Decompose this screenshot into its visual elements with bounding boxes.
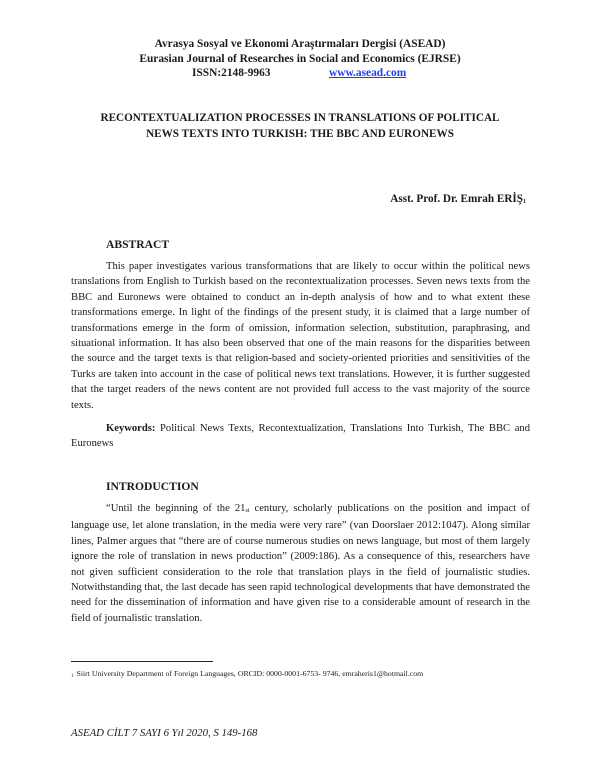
ordinal-superscript: st	[245, 508, 250, 514]
introduction-heading: INTRODUCTION	[106, 480, 199, 493]
introduction-text-part-2: century, scholarly publications on the position and impact of language use, let alone translation, in the media were very rare” (van Doorslaer 2012:1047). Along similar lines, Palmer argues that “there are of course numerous studies on news language, but most of them largely ignore the role of translation in news production” (2009:186). As a consequence of this, researchers have not given sufficient consideration to the role that translation plays in the field of journalistic studies. Notwithstanding that, the last decade has seen rapid technological developments that have demonstrated the need for the dissemination of information and have given rise to a considerable amount of research in the field of journalistic translation.	[71, 503, 530, 624]
footnote-text: Siirt University Department of Foreign Languages, ORCID: 0000-0001-6753- 9746, emraheris1@hotmail.com	[76, 669, 424, 678]
keywords-list: Political News Texts, Recontextualization, Translations Into Turkish, The BBC and Euronews	[71, 423, 530, 450]
introduction-text-part-1: “Until the beginning of the 21	[106, 503, 246, 514]
journal-name-english: Eurasian Journal of Researches in Social and Economics (EJRSE)	[139, 52, 461, 65]
keywords-paragraph	[71, 421, 530, 452]
article-title-line-1: RECONTEXTUALIZATION PROCESSES IN TRANSLATIONS OF POLITICAL	[100, 112, 500, 124]
author-footnote-mark[interactable]: 1	[523, 199, 526, 205]
journal-issn-row	[0, 66, 600, 81]
footnote-mark: 1	[71, 674, 74, 679]
author-line	[390, 193, 526, 205]
introduction-body	[71, 501, 530, 626]
keywords-label: Keywords:	[106, 423, 156, 434]
abstract-heading: ABSTRACT	[106, 238, 170, 251]
journal-name-turkish: Avrasya Sosyal ve Ekonomi Araştırmaları Dergisi (ASEAD)	[154, 38, 446, 50]
article-title-line-2: NEWS TEXTS INTO TURKISH: THE BBC AND EURONEWS	[146, 127, 454, 140]
footnote	[71, 669, 423, 678]
abstract-body: This paper investigates various transformations that are likely to occur within the political news translations from English to Turkish based on the recontextualization processes. Seven news texts from the BBC and Euronews were obtained to conduct an in-depth analysis of how and to what extent these transformations emerge. In light of the findings of the present study, it is claimed that a large number of transformations emerge in the form of omission, information selection, substitution, paraphrasing, and situational information. It has also been observed that one of the main reasons for the disparities between the source and the target texts is that religion-based and society-oriented priorities and sensitivities of the Turks are taken into account in the case of political news text translations. However, it is further suggested that the target readers of the news content are not provided full access to the vast majority of the source texts.	[71, 261, 530, 411]
page-footer-citation: ASEAD CİLT 7 SAYI 6 Yıl 2020, S 149-168	[71, 727, 258, 739]
author-name: Asst. Prof. Dr. Emrah ERİŞ	[390, 193, 523, 205]
journal-website-link[interactable]: www.asead.com	[329, 67, 407, 79]
footnote-separator	[71, 661, 213, 662]
journal-issn: ISSN:2148-9963	[192, 67, 271, 79]
journal-header	[0, 37, 600, 81]
article-title	[0, 111, 600, 142]
